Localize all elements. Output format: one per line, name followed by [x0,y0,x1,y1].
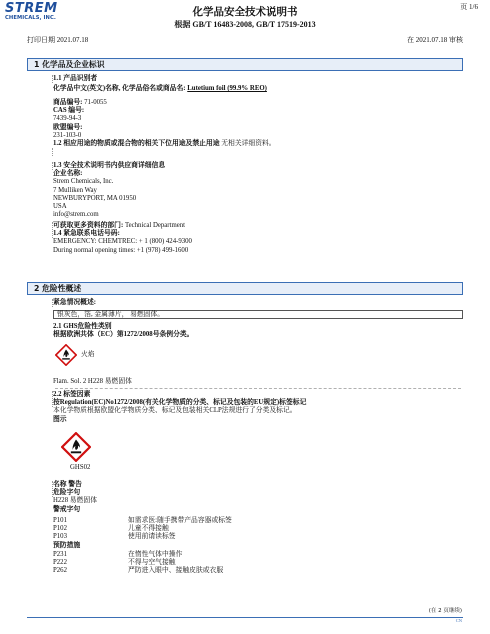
section-1-heading: 1 化学品及企业标识 [27,58,463,71]
logo-mark: STREM [5,1,58,16]
signal-hazard-block [53,481,463,514]
footer-rule [27,617,463,618]
precaution-text: 如需求医:随手携带产品容器或标签 [128,517,232,524]
contact-block [53,222,463,255]
hazard-text: H228 易燃固体 [53,497,97,505]
review-date: 在 2021.07.18 审核 [407,36,463,44]
prevention-text: 不得与空气接触 [128,559,176,566]
s13-label: 1.3 安全技术说明书内供应商详细信息 [53,162,166,169]
prevention-code: P231 [53,551,67,558]
prevention-text: 严防进入眼中、接触皮肤或衣服 [128,567,224,574]
page-number: 页 1/6 [460,3,478,11]
classification-row [53,378,463,386]
s22-sub: 按Regulation(EC)No1272/2008(有关化学物质的分类、标记及包装的EU规定)标签标记 [53,399,307,407]
company-label: 企业名称: [53,170,83,178]
precaution-label: 警戒字句 [53,505,81,513]
margin-marker [52,162,53,170]
hazard-label: 危险字句 [53,489,81,497]
s12-value: 无相关详细资料。 [221,140,276,148]
opening-hours-line: During normal opening times: +1 (978) 499-1600 [53,246,189,254]
margin-marker [52,222,53,238]
classification-text: Flam. Sol. 2 H228 易燃固体 [53,378,132,385]
precaution-code: P103 [53,533,67,540]
more-info-label: 可获取更多资料的部门: [53,222,124,229]
document-standard: 根据 GB/T 16483-2008, GB/T 17519-2013 [174,20,316,29]
s21-label: 2.1 GHS危险性类别 [53,323,112,330]
continued-note: (在 2 页继续) [428,608,462,614]
signal-word: 名称 警告 [53,481,82,488]
company-line: 7 Mulliken Way [53,186,97,194]
product-no-label: 商品编号: [53,99,83,106]
cas-label: CAS 编号: [53,107,85,115]
prevention-label: 预防措施 [53,542,81,549]
section-2-heading: 2 危险性概述 [27,282,463,295]
margin-marker [52,299,53,307]
precaution-code: P101 [53,517,67,524]
identifiers [53,99,463,148]
logo-subtitle: CHEMICALS, INC. [5,15,56,21]
overview-label-row [53,299,463,307]
s22-label: 2.2 标签因素 [53,391,91,398]
emergency-line: EMERGENCY: CHEMTREC: + 1 (800) 424-9300 [53,238,192,246]
print-date: 打印日期 2021.07.18 [27,36,89,44]
ghs-code: GHS02 [70,464,91,471]
margin-marker [52,481,53,497]
company-line: Strem Chemicals, Inc. [53,178,114,186]
ghs02-flame-icon [61,432,91,462]
overview-box: 银灰色，箔, 金属薄片， 易燃固体。 [53,310,463,319]
s22-note: 本化学物质根据欧盟化学物质分类、标记及包装相关CLP法规进行了分类及标记。 [53,407,297,415]
margin-marker [52,391,53,407]
prevention-text: 在惰性气体中操作 [128,551,183,558]
document-title: 化学品安全技术说明书 [192,6,298,18]
ghs-classification-block [53,323,463,339]
precaution-code: P102 [53,525,67,532]
overview-label: 紧急情况概述: [53,299,97,306]
company-line: USA [53,203,67,211]
cas-value: 7439-94-3 [53,115,82,123]
flame-pictogram-icon [55,344,77,366]
prevention-code: P222 [53,559,67,566]
margin-marker [52,148,53,156]
s12-label: 1.2 相应用途的物质或混合物的相关下位用途及禁止用途 [53,140,220,148]
product-no-value: 71-0055 [84,99,107,106]
pictogram-caption: 火焰 [81,351,95,358]
precaution-text: 儿童不得接触 [128,525,169,532]
pictograms-label: 图示 [53,415,67,423]
divider [55,388,461,389]
supplier-block [53,162,463,219]
company-email[interactable]: info@strem.com [53,211,99,219]
ec-value: 231-103-0 [53,131,82,139]
precaution-text: 使用前请读标签 [128,533,176,540]
product-name-row [53,85,463,93]
prevention-code: P262 [53,567,67,574]
product-name-label: 化学品中文(英文)名称, 化学品俗名或商品名: [53,85,186,92]
s11-label: 1.1 产品识别者 [53,75,98,82]
company-line: NEWBURYPORT, MA 01950 [53,194,137,202]
more-info-value: Technical Department [124,222,186,229]
product-name-value: Lutetium foil (99.9% REO) [187,85,267,92]
s14-label: 1.4 紧急联系电话号码: [53,230,120,238]
footer-code: CN [455,618,462,623]
ec-label: 欧盟编号: [53,123,83,131]
s21-sub: 根据欧洲共体（EC）第1272/2008号条例分类。 [53,331,194,339]
label-elements-block [53,391,463,424]
section-1-1 [53,75,463,83]
